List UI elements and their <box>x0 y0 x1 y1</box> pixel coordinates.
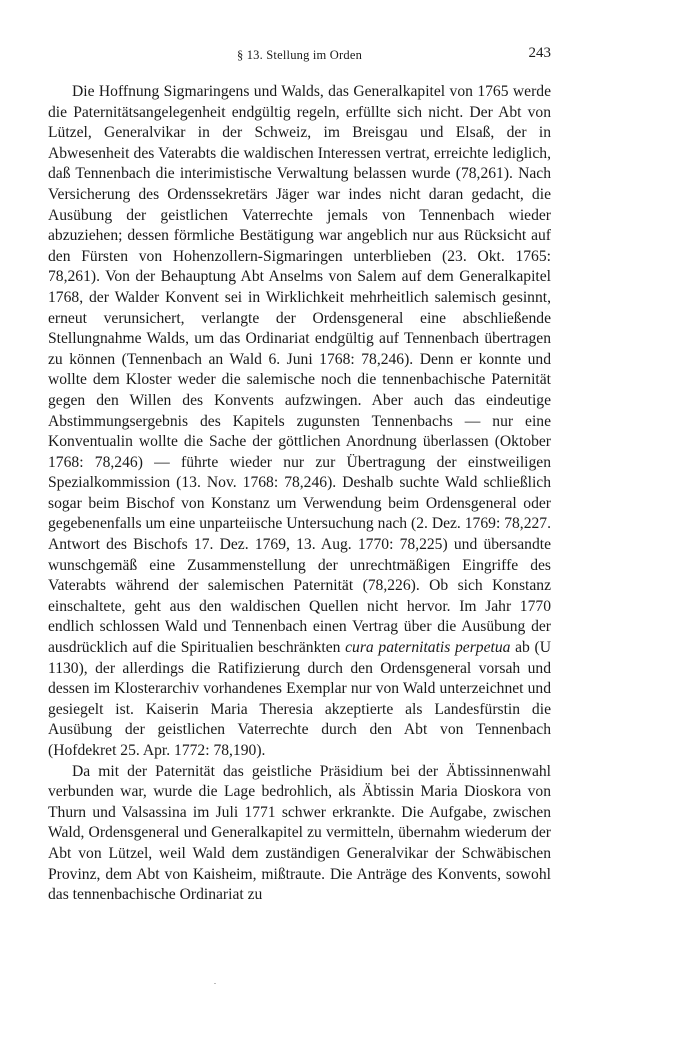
book-page <box>48 44 551 906</box>
page-number: 243 <box>528 45 551 61</box>
latin-term: cura paternitatis perpetua <box>345 639 511 657</box>
paragraph-1-text: Die Hoffnung Sigmaringens und Walds, das Generalkapitel von 1765 werde die Paternitätsangelegenheit endgültig regeln, erfüllte sich nicht. Der Abt von Lützel, Generalvikar in der Schweiz, im Breisgau und Elsaß, der in Abwesenheit des Vaterabts die waldischen Interessen vertrat, erreichte lediglich, daß Tennenbach die interimistische Verwaltung belassen wurde (78,261). Nach Versicherung des Ordenssekretärs Jäger war indes nicht daran gedacht, die Ausübung der geistlichen Vaterrechte jemals von Tennenbach wieder abzuziehen; dessen förmliche Bestätigung war angeblich nur aus Rücksicht auf den Fürsten von Hohenzollern-Sigmaringen unterblieben (23. Okt. 1765: 78,261). Von der Behauptung Abt Anselms von Salem auf dem Generalkapitel 1768, der Walder Konvent sei in Wirklichkeit mehrheitlich salemisch gesinnt, erneut verunsichert, verlangte der Ordensgeneral eine abschließende Stellungnahme Walds, um das Ordinariat endgültig auf Tennenbach übertragen zu können (Tennenbach an Wald 6. Juni 1768: 78,246). Denn er konnte und wollte dem Kloster weder die salemische noch die tennenbachische Paternität gegen den Willen des Konvents aufzwingen. Aber auch das eindeutige Abstimmungsergebnis des Kapitels zugunsten Tennenbachs — nur eine Konventualin wollte die Sache der göttlichen Anordnung überlassen (Oktober 1768: 78,246) — führte wieder nur zur Übertragung der einstweiligen Spezialkommission (13. Nov. 1768: 78,246). Deshalb suchte Wald schließlich sogar beim Bischof von Konstanz um Verwendung beim Ordensgeneral oder gegebenenfalls um eine unparteiische Untersuchung nach (2. Dez. 1769: 78,227. Antwort des Bischofs 17. Dez. 1769, 13. Aug. 1770: 78,225) und übersandte wunschgemäß eine Zusammenstellung der unrechtmäßigen Eingriffe des Vaterabts während der salemischen Paternität (78,226). Ob sich Konstanz einschaltete, geht aus den waldischen Quellen nicht hervor. Im Jahr 1770 endlich schlossen Wald und Tennenbach einen Vertrag über die Ausübung der ausdrücklich auf die Spiritualien beschränkten <box>48 83 551 657</box>
paragraph-2 <box>48 762 551 906</box>
running-head <box>48 44 551 68</box>
scan-speck <box>214 983 216 984</box>
section-title: § 13. Stellung im Orden <box>236 48 363 62</box>
paragraph-1 <box>48 82 551 762</box>
paragraph-1-text-continued: ab (U 1130), der allerdings die Ratifizierung durch den Ordensgeneral vorsah und dessen im Klosterarchiv vorhandenes Exemplar nur von Wald unterzeichnet und gesiegelt ist. Kaiserin Maria Theresia akzeptierte als Landesfürstin die Ausübung der geistlichen Vaterrechte durch den Abt von Tennenbach (Hofdekret 25. Apr. 1772: 78,190). <box>48 639 551 759</box>
body-text <box>48 82 551 906</box>
paragraph-2-text: Da mit der Paternität das geistliche Präsidium bei der Äbtissinnenwahl verbunden war, wurde die Lage bedrohlich, als Äbtissin Maria Dioskora von Thurn und Valsassina im Juli 1771 schwer erkrankte. Die Aufgabe, zwischen Wald, Ordensgeneral und Generalkapitel zu vermitteln, übernahm wiederum der Abt von Lützel, weil Wald dem zuständigen Generalvikar der Schwäbischen Provinz, dem Abt von Kaisheim, mißtraute. Die Anträge des Konvents, sowohl das tennenbachische Ordinariat zu <box>48 762 551 904</box>
